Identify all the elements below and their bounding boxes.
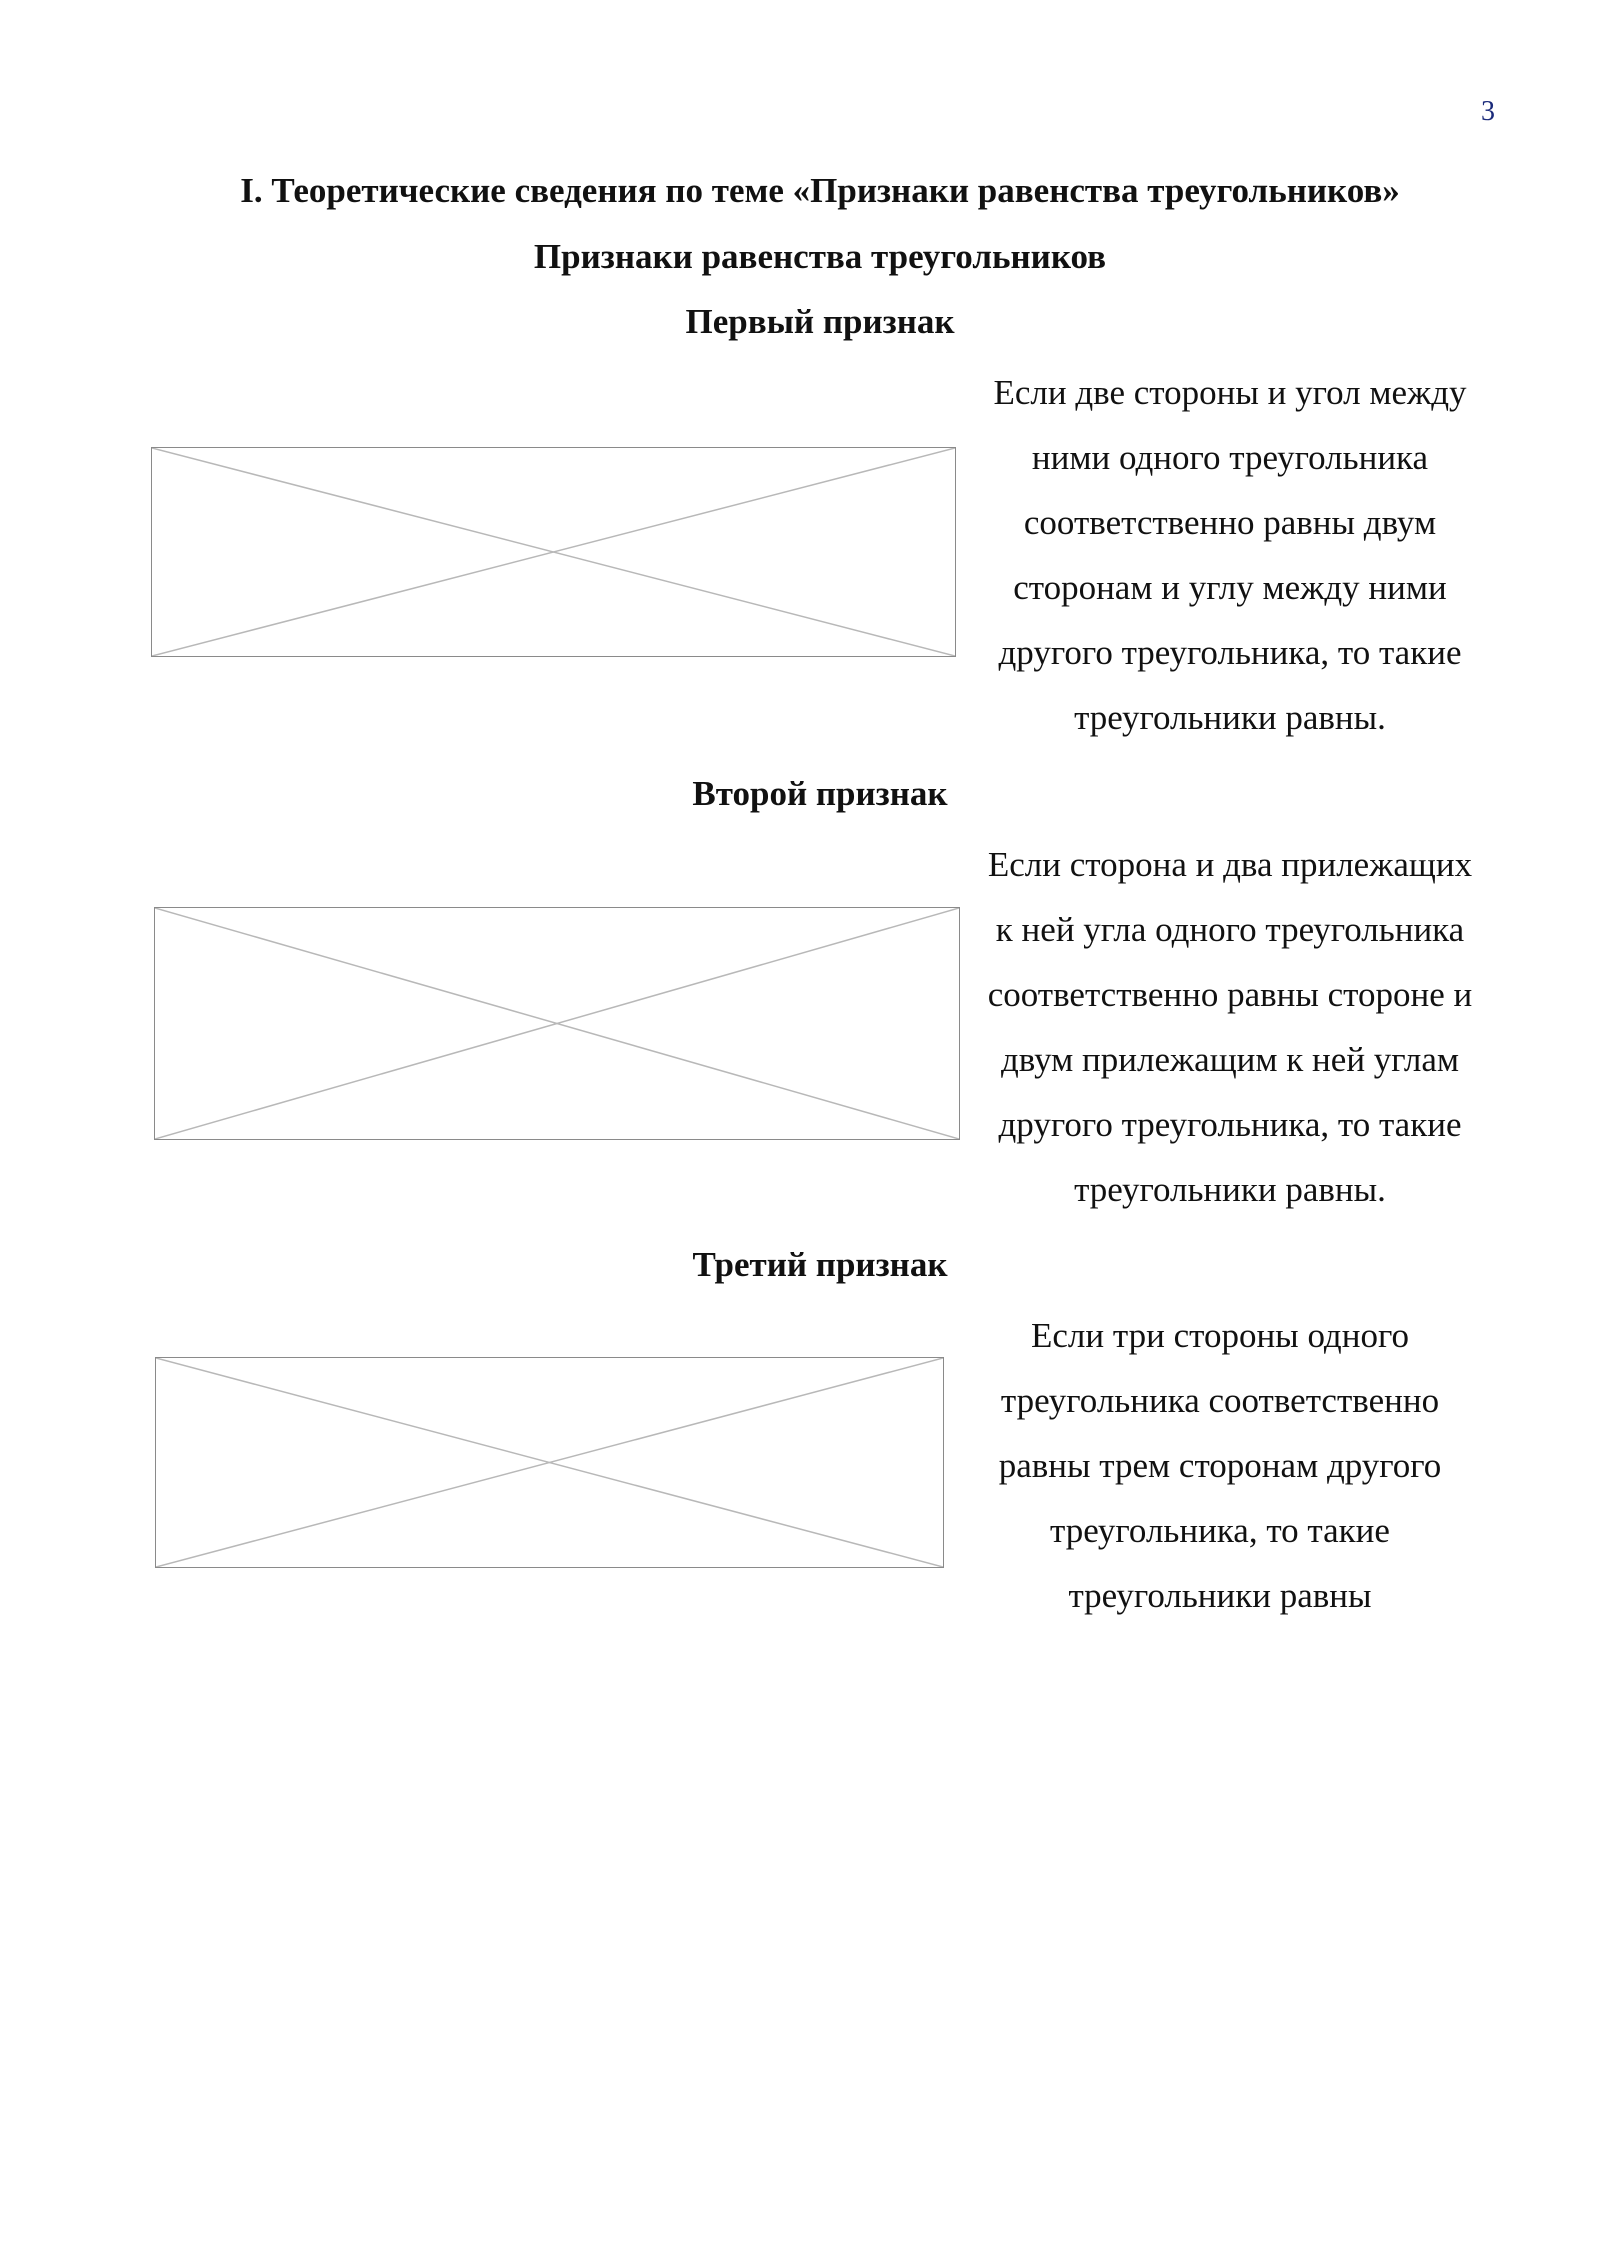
text-line: Если сторона и два прилежащих [987,845,1473,884]
text-line: треугольники равны. [1074,1170,1386,1209]
text-line: к ней угла одного треугольника [995,910,1465,949]
second-criterion-text [960,832,1500,1222]
third-criterion-text [950,1303,1490,1628]
third-criterion-heading: Третий признак [692,1245,948,1284]
document-title: I. Теоретические сведения по теме «Признаки равенства треугольников» [240,171,1400,210]
first-criterion-text [960,360,1500,750]
text-line: соответственно равны двум [1023,503,1437,542]
text-line: соответственно равны стороне и [987,975,1473,1014]
image-placeholder [155,1357,944,1568]
section-title: Признаки равенства треугольников [533,237,1107,276]
text-line: другого треугольника, то такие [998,633,1462,672]
second-criterion-heading: Второй признак [692,774,948,813]
broken-image-icon [156,1358,943,1567]
text-line: сторонам и углу между ними [1013,568,1447,607]
text-line: Если две стороны и угол между [993,373,1467,412]
text-line: равны трем сторонам другого [998,1446,1442,1485]
broken-image-icon [152,448,955,656]
image-placeholder [154,907,960,1140]
text-line: Если три стороны одного [1031,1316,1409,1355]
text-line: другого треугольника, то такие [998,1105,1462,1144]
text-line: треугольники равны. [1074,698,1386,737]
text-line: треугольника, то такие [1050,1511,1390,1550]
text-line: ними одного треугольника [1031,438,1429,477]
first-criterion-heading: Первый признак [685,302,955,341]
image-placeholder [151,447,956,657]
text-line: двум прилежащим к ней углам [1000,1040,1460,1079]
text-line: треугольника соответственно [1000,1381,1440,1420]
page-number: 3 [1481,96,1495,127]
text-line: треугольники равны [1068,1576,1372,1615]
broken-image-icon [155,908,959,1139]
